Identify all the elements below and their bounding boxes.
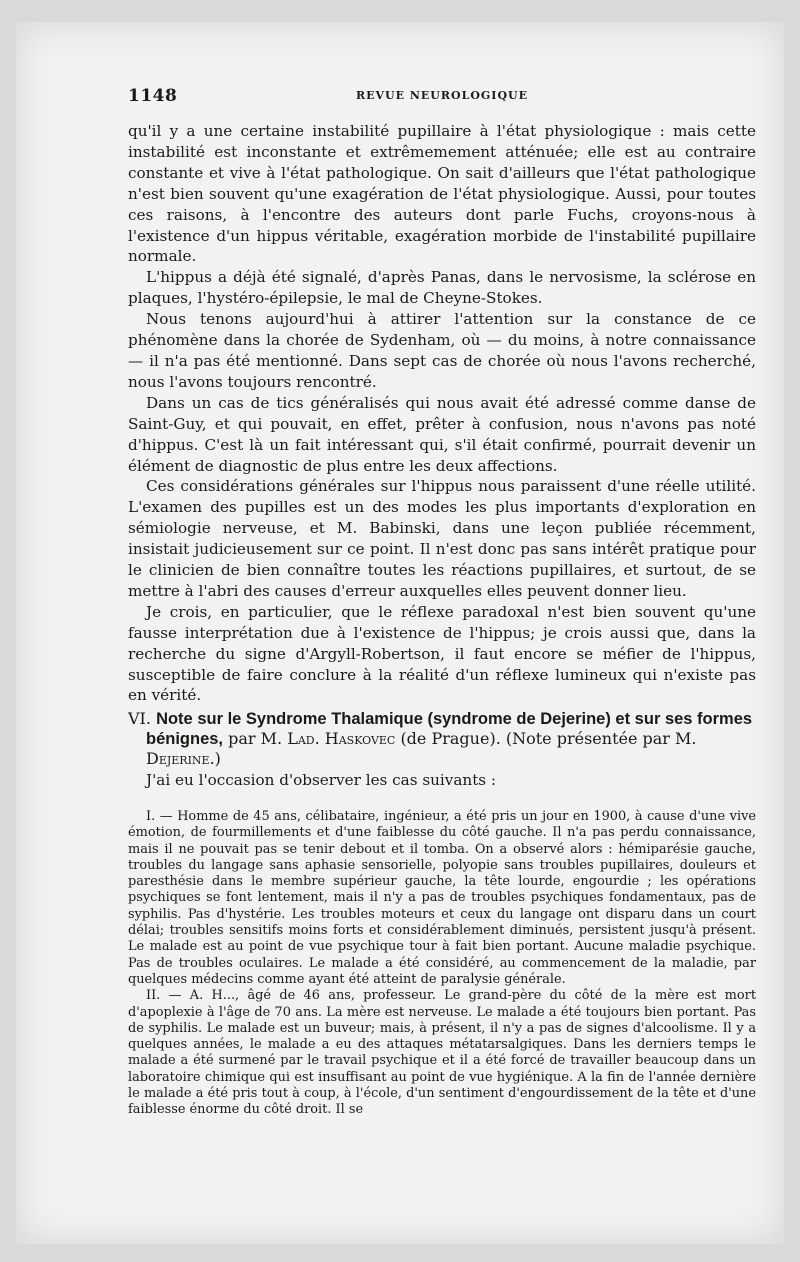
page-header <box>128 86 756 106</box>
by-prefix: par M. <box>228 729 283 748</box>
paragraph: L'hippus a déjà été signalé, d'après Panas, dans le nervosisme, la sclérose en plaques, l'hystéro-épilepsie, le mal de Cheyne-Stokes. <box>128 268 756 308</box>
article-intro: J'ai eu l'occasion d'observer les cas suivants : <box>146 771 497 789</box>
paragraph: qu'il y a une certaine instabilité pupillaire à l'état physiologique : mais cette instabilité est inconstante et extrêmemement atténuée; elle est au contraire constante et vive à l'état pathologique. On sait d'ailleurs que l'état pathologique n'est bien souvent qu'une exagération de l'état physiologique. Aussi, pour toutes ces raisons, à l'encontre des auteurs dont parle Fuchs, croyons-nous à l'existence d'un hippus véritable, exagération morbide de l'instabilité pupillaire normale. <box>128 122 756 266</box>
body-text <box>128 121 756 706</box>
author-initial: Lad. <box>287 729 320 748</box>
article-heading <box>128 709 776 769</box>
author-name: Haskovec <box>324 729 396 748</box>
paragraph: Nous tenons aujourd'hui à attirer l'attention sur la constance de ce phénomène dans la chorée de Sydenham, où — du moins, à notre connaissance — il n'a pas été mentionné. Dans sept cas de chorée où nous l'avons recherché, nous l'avons toujours rencontré. <box>128 310 756 391</box>
page-number: 1148 <box>128 86 178 106</box>
paragraph: Je crois, en particulier, que le réflexe paradoxal n'est bien souvent qu'une fausse interprétation due à l'existence de l'hippus; je crois aussi que, dans la recherche du signe d'Argyll-Robertson, il faut encore se méfier de l'hippus, susceptible de faire conclure à la réalité d'un réflexe lumineux qui n'existe pas en vérité. <box>128 602 756 705</box>
article-title: Note sur le Syndrome Thalamique (syndrome de Dejerine) et sur ses formes bénignes, <box>146 710 753 748</box>
case-paragraph: I. — Homme de 45 ans, célibataire, ingénieur, a été pris un jour en 1900, à cause d'une vive émotion, de fourmillements et d'une faiblesse du côté gauche. Il n'a pas perdu connaissance, mais il ne pouvait pas se tenir debout et il tomba. On a observé alors : hémiparésie gauche, troubles du langage sans aphasie sensorielle, polyopie sans troubles pupillaires, douleurs et paresthésie dans le membre supérieur gauche, la tête lourde, engourdie ; les opérations psychiques se font lentement, mais il n'y a pas de troubles psychiques fondamentaux, pas de syphilis. Pas d'hystérie. Les troubles moteurs et ceux du langage ont disparu dans un court délai; troubles sensitifs moins forts et considérablement diminués, persistent jusqu'à présent. Le malade est au point de vue psychique tour à fait bien portant. Aucune maladie psychique. Pas de troubles oculaires. Le malade a été considéré, au commencement de la maladie, par quelques médecins comme ayant été atteint de paralysie générale. <box>128 809 756 987</box>
presenter-suffix: .) <box>209 749 221 768</box>
case-paragraph: II. — A. H..., âgé de 46 ans, professeur. Le grand-père du côté de la mère est mort d'apoplexie à l'âge de 70 ans. La mère est nerveuse. Le malade a été toujours bien portant. Pas de syphilis. Le malade est un buveur; mais, à présent, il n'y a pas de signes d'alcoolisme. Il y a quelques années, le malade a eu des attaques métatarsalgiques. Dans les derniers temps le malade a été surmené par le travail psychique et il a été forcé de travailler beaucoup dans un laboratoire chimique qui est insuffisant au point de vue hygiénique. A la fin de l'année dernière le malade a été pris tout à coup, à l'école, d'un sentiment d'engourdissement de la tête et d'une faiblesse énorme du côté droit. Il se <box>128 988 756 1118</box>
case-observations <box>128 809 756 1119</box>
paragraph: Dans un cas de tics généralisés qui nous avait été adressé comme danse de Saint-Guy, et qui pouvait, en effet, prêter à confusion, nous n'avons pas noté d'hippus. C'est là un fait intéressant qui, s'il était confirmé, pourrait devenir un élément de diagnostic de plus entre les deux affections. <box>128 393 756 475</box>
presenter-name: Dejerine <box>146 749 210 768</box>
affiliation: (de Prague). (Note présentée par M. <box>400 729 697 748</box>
article-number: VI. <box>128 709 151 728</box>
paragraph: Ces considérations générales sur l'hippus nous paraissent d'une réelle utilité. L'examen des pupilles est un des modes les plus importants d'exploration en sémiologie nerveuse, et M. Babinski, dans une leçon publiée récemment, insistait judicieusement sur ce point. Il n'est donc pas sans intérêt pratique pour le clinicien de bien connaître toutes les réactions pupillaires, et surtout, de se mettre à l'abri des causes d'erreur auxquelles elles peuvent donner lieu. <box>128 477 756 600</box>
running-title: REVUE NEUROLOGIQUE <box>355 89 529 102</box>
